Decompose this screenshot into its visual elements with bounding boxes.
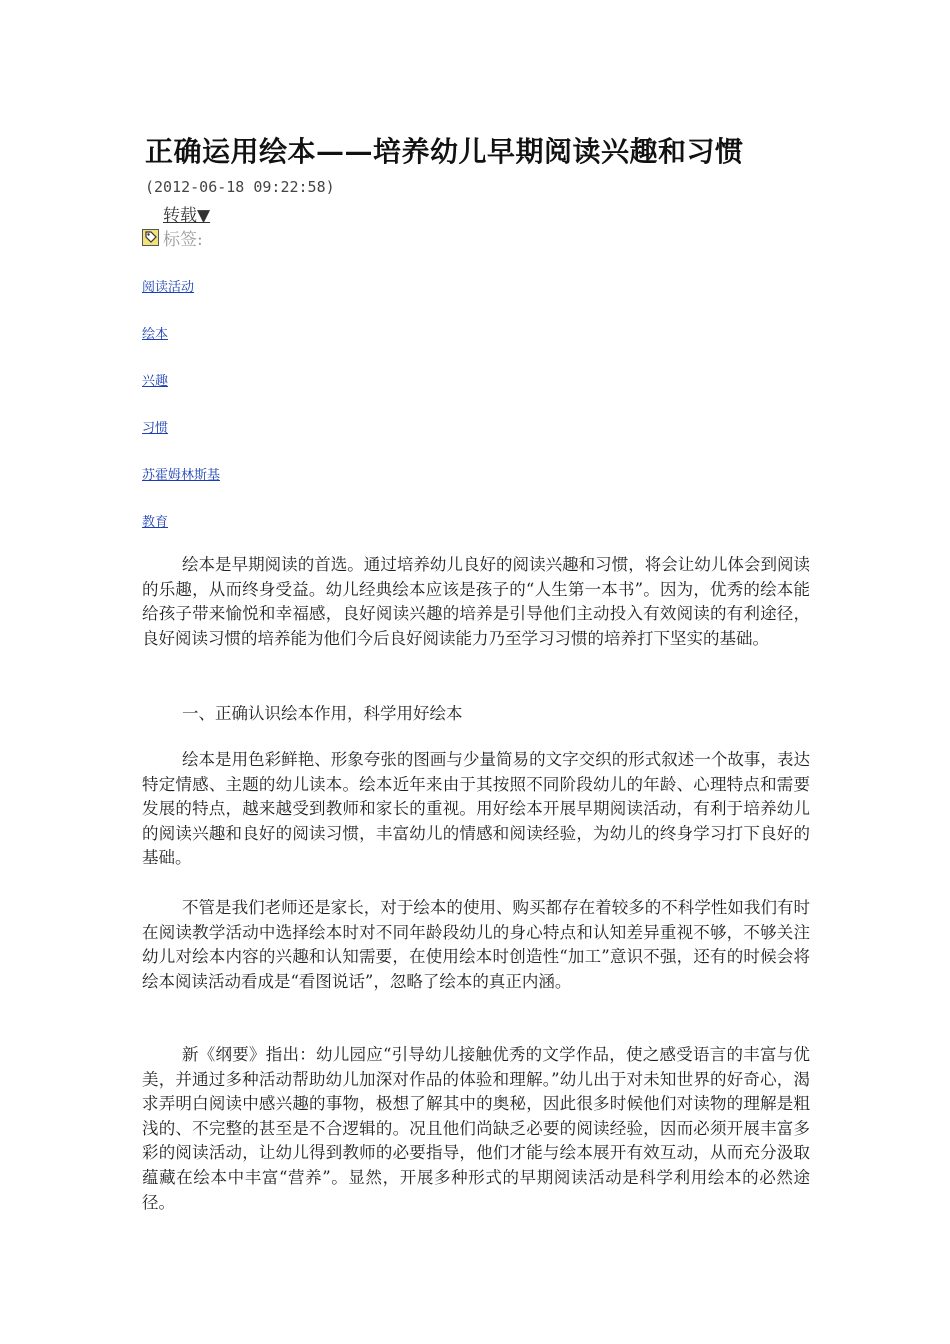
tags-header xyxy=(142,225,203,250)
paragraph-problems: 不管是我们老师还是家长，对于绘本的使用、购买都存在着较多的不科学性如我们有时在阅读教学活动中选择绘本时对不同年龄段幼儿的身心特点和认知差异重视不够，不够关注幼儿对绘本内容的兴趣和认知需要，在使用绘本时创造性“加工”意识不强，还有的时候会将绘本阅读活动看成是“看图说话”，忽略了绘本的真正内涵。 xyxy=(142,898,810,991)
paragraph-intro: 绘本是早期阅读的首选。通过培养幼儿良好的阅读兴趣和习惯，将会让幼儿体会到阅读的乐趣，从而终身受益。幼儿经典绘本应该是孩子的“人生第一本书”。因为，优秀的绘本能给孩子带来愉悦和幸福感，良好阅读兴趣的培养是引导他们主动投入有效阅读的有利途径，良好阅读习惯的培养能为他们今后良好阅读能力乃至学习习惯的培养打下坚实的基础。 xyxy=(142,555,810,648)
article-title: 正确运用绘本——培养幼儿早期阅读兴趣和习惯 xyxy=(145,135,744,168)
tag-link-habit[interactable]: 习惯 xyxy=(142,421,169,436)
paragraph-definition: 绘本是用色彩鲜艳、形象夸张的图画与少量简易的文字交织的形式叙述一个故事，表达特定情感、主题的幼儿读本。绘本近年来由于其按照不同阶段幼儿的年龄、心理特点和需要发展的特点，越来越受到教师和家长的重视。用好绘本开展早期阅读活动，有利于培养幼儿的阅读兴趣和良好的阅读习惯，丰富幼儿的情感和阅读经验，为幼儿的终身学习打下良好的基础。 xyxy=(142,750,810,868)
tag-link-sukhomlinsky[interactable]: 苏霍姆林斯基 xyxy=(142,468,221,483)
tag-link-reading-activity[interactable]: 阅读活动 xyxy=(142,280,195,295)
tag-link-picture-book[interactable]: 绘本 xyxy=(142,327,169,342)
tags-label: 标签: xyxy=(163,230,203,250)
tag-link-education[interactable]: 教育 xyxy=(142,515,169,530)
article-date: (2012-06-18 09:22:58) xyxy=(145,178,335,196)
tag-link-interest[interactable]: 兴趣 xyxy=(142,374,169,389)
section-heading-1: 一、正确认识绘本作用，科学用好绘本 xyxy=(182,704,463,723)
paragraph-guidelines: 新《纲要》指出：幼儿园应“引导幼儿接触优秀的文学作品，使之感受语言的丰富与优美，并通过多种活动帮助幼儿加深对作品的体验和理解。”幼儿出于对未知世界的好奇心，渴求弄明白阅读中感兴趣的事物，极想了解其中的奥秘，因此很多时候他们对读物的理解是粗浅的、不完整的甚至是不合逻辑的。况且他们尚缺乏必要的阅读经验，因而必须开展丰富多彩的阅读活动，让幼儿得到教师的必要指导，他们才能与绘本展开有效互动，从而充分汲取蕴藏在绘本中丰富“营养”。显然，开展多种形式的早期阅读活动是科学利用绘本的必然途径。 xyxy=(142,1045,810,1212)
tag-icon xyxy=(142,229,159,246)
repost-dropdown[interactable]: 转载▼ xyxy=(163,206,211,226)
